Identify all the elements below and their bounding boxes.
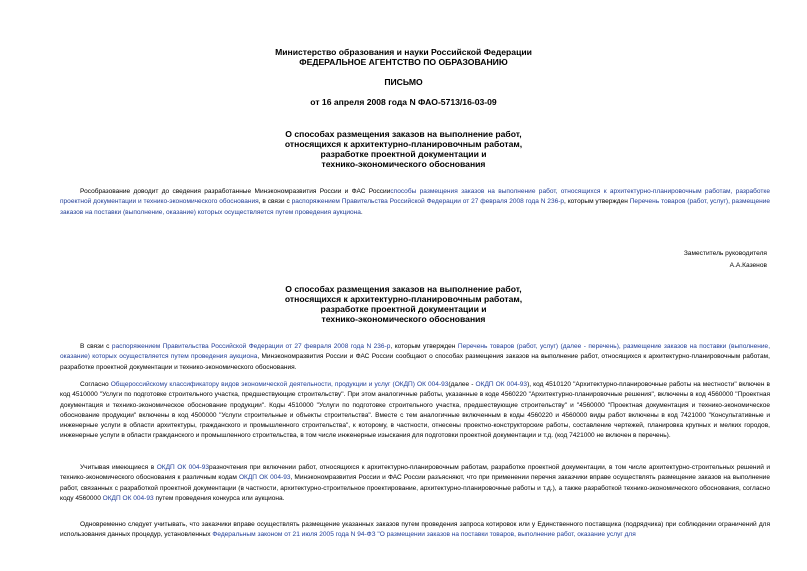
- link-goods-list[interactable]: Перечень товаров (работ, услуг) (далее - перечень), размещение заказов на поставки (выполнение, оказание) которых осуществляется путем проведения аукциона: [60, 343, 771, 361]
- title-line: О способах размещения заказов на выполнение работ,: [285, 129, 522, 139]
- text-run: (далее -: [448, 381, 476, 388]
- link-government-order[interactable]: распоряжением Правительства Российской Федерации от 27 февраля 2008 года N 236-р: [291, 198, 565, 206]
- text-run: , Минэкономразвития России и ФАС России сообщают о способах размещения заказов на выполнение работ, относящихся к архитектурно-планировочным работам, разработке проектной документации и технико-экономического обоснования.: [60, 353, 770, 371]
- link-federal-law-94fz[interactable]: Федеральным законом от 21 июля 2005 года N 94-ФЗ "О размещении заказов на поставки товаров, выполнение работ, оказание услуг для: [212, 531, 636, 539]
- agency-name: ФЕДЕРАЛЬНОЕ АГЕНТСТВО ПО ОБРАЗОВАНИЮ: [299, 57, 508, 67]
- link-okdp-classifier[interactable]: Общероссийскому классификатору видов экономической деятельности, продукции и услуг (ОКДП) ОК 004-93: [110, 381, 449, 388]
- body-paragraph-2: [60, 380, 770, 442]
- text-run: , в связи с: [258, 198, 292, 206]
- ministry-name: Министерство образования и науки Российской Федерации: [275, 47, 532, 57]
- title-line: относящихся к архитектурно-планировочным работам,: [284, 294, 523, 304]
- text-run: , которым утвержден: [564, 198, 630, 206]
- title-line: О способах размещения заказов на выполнение работ,: [285, 284, 522, 294]
- body-paragraph-3: [60, 463, 770, 504]
- link-okdp[interactable]: ОКДП ОК 004-93: [475, 381, 528, 388]
- link-okdp[interactable]: ОКДП ОК 004-93: [102, 494, 154, 502]
- text-run: , которым утвержден: [390, 343, 458, 350]
- document-type: ПИСЬМО: [384, 77, 423, 87]
- intro-paragraph: [60, 187, 770, 218]
- signer-position: Заместитель руководителя: [683, 250, 767, 257]
- title-line: разработке проектной документации и: [320, 149, 487, 159]
- text-run: Рособразование доводит до сведения разработанные Минэкономразвития России и ФАС России: [80, 188, 391, 195]
- title-line: технико-экономического обоснования: [321, 159, 486, 169]
- text-run: разночтения при включении работ, относящихся к архитектурно-планировочным работам, разработке проектной документации, в том числе архитектурно-строительных решений и технико-экономического обоснования к различным кодам: [60, 464, 771, 482]
- text-run: Учитывая имеющиеся в: [80, 464, 157, 471]
- document-date-number: от 16 апреля 2008 года N ФАО-5713/16-03-09: [310, 97, 497, 107]
- link-government-order[interactable]: распоряжением Правительства Российской Федерации от 27 февраля 2008 года N 236-р: [111, 343, 391, 350]
- text-run: .: [360, 208, 363, 216]
- text-run: Согласно: [80, 381, 111, 388]
- title-line: технико-экономического обоснования: [321, 314, 486, 324]
- link-goods-list[interactable]: Перечень товаров (работ, услуг), размещение заказов на поставки (выполнение, оказание) которых осуществляется путем проведения аукциона: [60, 198, 770, 216]
- body-paragraph-1: [60, 342, 770, 373]
- body-paragraph-4: [60, 520, 770, 541]
- text-run: В связи с: [80, 343, 112, 350]
- text-run: путем проведения конкурса или аукциона.: [153, 494, 285, 502]
- signer-name: А.А.Казенов: [729, 262, 767, 269]
- text-run: , Минэкономразвития России и ФАС России разъясняют, что при применении перечня заказчики вправе осуществлять размещение заказов на выполнение работ, связанных с разработкой проектной документации (в частности, архитектурно-строительное проектирование, архитектурно-планировочные работы и т.д.), а также разработкой технико-экономического обоснования, согласно коду 4560000: [60, 474, 770, 502]
- title-line: разработке проектной документации и: [320, 304, 487, 314]
- title-line: относящихся к архитектурно-планировочным работам,: [284, 139, 523, 149]
- link-methods[interactable]: способы размещения заказов на выполнение работ, относящихся к архитектурно-планировочным работам, разработке проектной документации и технико-экономического обоснования: [60, 188, 770, 206]
- link-okdp[interactable]: ОКДП ОК 004-93: [156, 464, 210, 471]
- text-run: ), код 4510120 "Архитектурно-планировочные работы на местности" включен в код 4510000 "Услуги по подготовке строительного участка, предшествующие строительству". При этом аналогичные работы, указанные в коде 4560220 "Архитектурно-планировочные решения", включены в код 4560000 "Проектная документация и технико-экономическое обоснование продукции". Коды 4510000 "Услуги по подготовке строительного участка, предшествующие строительству" и "4560000 "Проектная документация и технико-экономическое обоснование продукции" включены в код 4500000 "Услуги строительные и объекты строительства". Вместе с тем аналогичные включенным в коды 4560220 и 4560000 виды работ включены в код 7421000 "Консультативные и инженерные услуги в области архитектуры, гражданского и промышленного строительства", к которому, в частности, отнесены проектно-конструкторские работы, составление чертежей, планировка крупных и мелких городов, инженерные услуги в области гражданского и промышленного строительства, в том числе инженерные изыскания для подготовки проектной документации и т.д. (код 7421000 не включен в перечень).: [60, 381, 771, 440]
- link-okdp[interactable]: ОКДП ОК 004-93: [238, 474, 291, 482]
- text-run: Одновременно следует учитывать, что заказчики вправе осуществлять размещение указанных заказов путем проведения запроса котировок или у Единственного поставщика (подрядчика) при соблюдении ограничений для использования данных процедур, установленных: [60, 521, 770, 539]
